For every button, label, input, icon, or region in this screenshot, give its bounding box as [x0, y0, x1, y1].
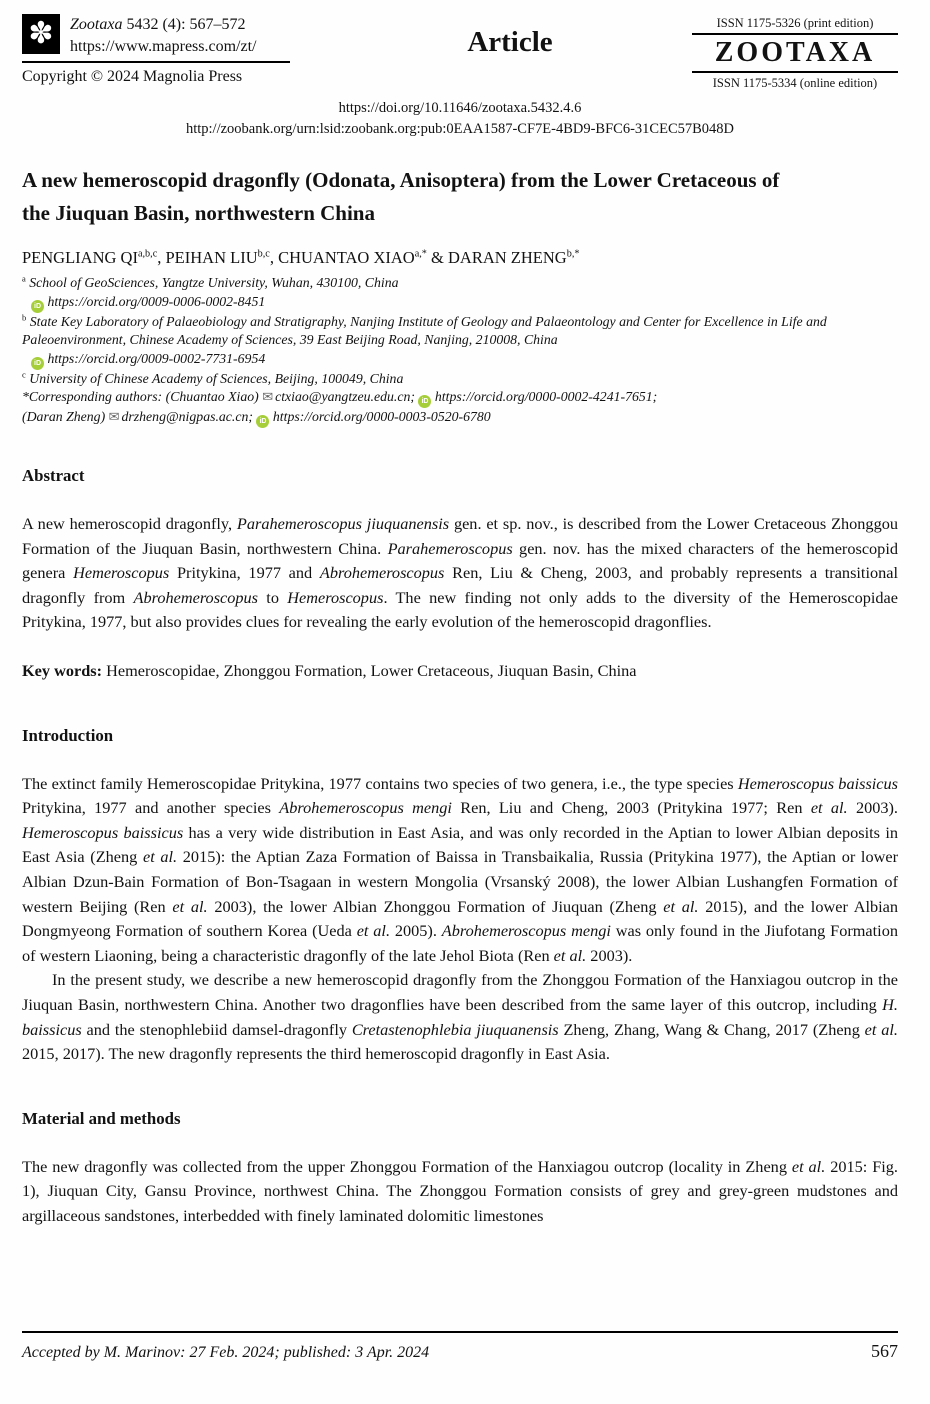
orcid-link-liu[interactable]	[22, 350, 898, 370]
introduction-paragraph-2: In the present study, we describe a new hemeroscopid dragonfly from the Zhonggou Formation of the Hanxiagou outcrop in the Jiuquan Basin, northwestern China. Another two dragonflies have been described from the same layer of this outcrop, including H. baissicus and the stenophlebiid damsel-dragonfly Cretastenophlebia jiuquanensis Zheng, Zhang, Wang & Chang, 2017 (Zheng et al. 2015, 2017). The new dragonfly represents the third hemeroscopid dragonfly in East Asia.	[22, 970, 898, 1064]
header-divider	[22, 61, 290, 63]
mail-icon[interactable]: ✉	[108, 409, 120, 424]
journal-name: Zootaxa	[70, 16, 123, 33]
link[interactable]: https://orcid.org/0000-0002-4241-7651;	[431, 389, 658, 404]
affiliation-c: $^c$ University of Chinese Academy of Sciences, Beijing, 100049, China	[22, 368, 404, 386]
header-center-block	[328, 14, 692, 59]
magnolia-press-flower-logo-icon	[22, 14, 60, 54]
header-left-block	[22, 14, 328, 88]
article-type-label: Article	[467, 26, 553, 58]
journal-citation-lines	[70, 14, 257, 58]
page-number: 567	[871, 1341, 898, 1361]
orcid-icon[interactable]: iD	[31, 357, 44, 370]
link[interactable]: ctxiao@yangtzeu.edu.cn;	[275, 389, 419, 404]
methods-paragraph-1: The new dragonfly was collected from the upper Zhonggou Formation of the Hanxiagou outcrop (locality in Zheng et al. 2015: Fig. 1), Jiuquan City, Gansu Province, northwest China. The Zhonggou Formation consists of grey and grey-green mudstones and argillaceous sandstones, interbedded with finely laminated dolomitic limestones	[22, 1156, 898, 1225]
issn-online: ISSN 1175-5334 (online edition)	[712, 76, 878, 90]
mail-icon[interactable]: ✉	[262, 389, 274, 404]
affiliations-block	[22, 274, 898, 428]
link[interactable]: https://orcid.org/0000-0003-0520-6780	[269, 409, 491, 424]
identifier-block	[22, 98, 898, 140]
header-journal-block	[22, 14, 328, 58]
doi-link[interactable]: https://doi.org/10.11646/zootaxa.5432.4.6	[338, 100, 582, 116]
author-line: PENGLIANG QI$^{a,b,c}$, PEIHAN LIU$^{b,c}$, CHUANTAO $XIAO^{a,*}$ & DARAN $ZHENG^{b,*}$	[22, 248, 580, 267]
journal-issue-pages: 5432 (4): 567–572	[122, 16, 246, 33]
keywords-line: Key words: Hemeroscopidae, Zhonggou Formation, Lower Cretaceous, Jiuquan Basin, China	[22, 660, 637, 680]
issn-print: ISSN 1175-5326 (print edition)	[716, 16, 874, 30]
acceptance-note: Accepted by M. Marinov: 27 Feb. 2024; published: 3 Apr. 2024	[22, 1344, 430, 1361]
copyright-line: Copyright © 2024 Magnolia Press	[22, 68, 243, 85]
journal-citation	[70, 14, 257, 36]
header-right-block	[692, 14, 898, 92]
article-title: A new hemeroscopid dragonfly (Odonata, Anisoptera) from the Lower Cretaceous of the Jiuquan Basin, northwestern China	[22, 168, 780, 225]
introduction-heading: Introduction	[22, 725, 114, 745]
link[interactable]: https://orcid.org/0009-0002-7731-6954	[44, 350, 266, 366]
orcid-icon[interactable]: iD	[31, 300, 44, 313]
link[interactable]: drzheng@nigpas.ac.cn;	[121, 409, 257, 424]
orcid-icon[interactable]: iD	[418, 395, 431, 408]
flower-icon: ✽	[28, 17, 54, 50]
orcid-icon[interactable]: iD	[256, 415, 269, 428]
affiliation-b: $^b$ State Key Laboratory of Palaeobiology and Stratigraphy, Nanjing Institute of Geology and Palaeontology and Center for Excellence in Life and Paleoenvironment, Chinese Academy of Sciences, 39 East Beijing Road, Nanjing, 210008, China	[22, 311, 827, 347]
corresponding-author-xiao[interactable]: *Corresponding authors: (Chuantao Xiao) ✉ ctxiao@yangtzeu.edu.cn; iD https://orcid.org/0000-0002-4241-7651;	[22, 388, 898, 408]
journal-site-link[interactable]: https://www.mapress.com/zt/	[70, 38, 257, 55]
zootaxa-wordmark: ZOOTAXA	[692, 33, 898, 73]
affiliation-a: $^a$ School of GeoSciences, Yangtze University, Wuhan, 430100, China	[22, 273, 399, 290]
zoobank-link[interactable]: http://zoobank.org/urn:lsid:zoobank.org:pub:0EAA1587-CF7E-4BD9-BFC6-31CEC57B048D	[185, 121, 735, 137]
page-header	[22, 14, 898, 92]
link[interactable]: https://orcid.org/0009-0006-0002-8451	[44, 293, 266, 309]
abstract-heading: Abstract	[22, 466, 85, 485]
corresponding-author-zheng[interactable]: (Daran Zheng) ✉ drzheng@nigpas.ac.cn; iD https://orcid.org/0000-0003-0520-6780	[22, 408, 898, 428]
page-footer	[22, 1331, 898, 1362]
methods-heading: Material and methods	[22, 1108, 181, 1128]
introduction-paragraph-1: The extinct family Hemeroscopidae Pritykina, 1977 contains two species of two genera, i.e., the type species Hemeroscopus baissicus Pritykina, 1977 and another species Abrohemeroscopus mengi Ren, Liu and Cheng, 2003 (Pritykina 1977; Ren et al. 2003). Hemeroscopus baissicus has a very wide distribution in East Asia, and was only recorded in the Aptian to lower Albian deposits in East Asia (Zheng et al. 2015): the Aptian Zaza Formation of Baissa in Transbaikalia, Russia (Pritykina 1977), the Aptian or lower Albian Dzun-Bain Formation of Bon-Tsagaan in western Mongolia (Vrsanský 2008), the lower Albian Lushangfen Formation of western Beijing (Ren et al. 2003), the lower Albian Zhonggou Formation of Jiuquan (Zheng et al. 2015), and the lower Albian Dongmyeong Formation of southern Korea (Ueda et al. 2005). Abrohemeroscopus mengi was only found in the Jiufotang Formation of western Liaoning, being a characteristic dragonfly of the late Jehol Biota (Ren et al. 2003).	[22, 773, 899, 965]
abstract-paragraph: A new hemeroscopid dragonfly, Parahemeroscopus jiuquanensis gen. et sp. nov., is described from the Lower Cretaceous Zhonggou Formation of the Jiuquan Basin, northwestern China. Parahemeroscopus gen. nov. has the mixed characters of the hemeroscopid genera Hemeroscopus Pritykina, 1977 and Abrohemeroscopus Ren, Liu & Cheng, 2003, and probably represents a transitional dragonfly from Abrohemeroscopus to Hemeroscopus. The new finding not only adds to the diversity of the Hemeroscopidae Pritykina, 1977, but also provides clues for revealing the early evolution of the hemeroscopid dragonflies.	[22, 514, 899, 632]
orcid-link-qi[interactable]	[22, 293, 898, 313]
